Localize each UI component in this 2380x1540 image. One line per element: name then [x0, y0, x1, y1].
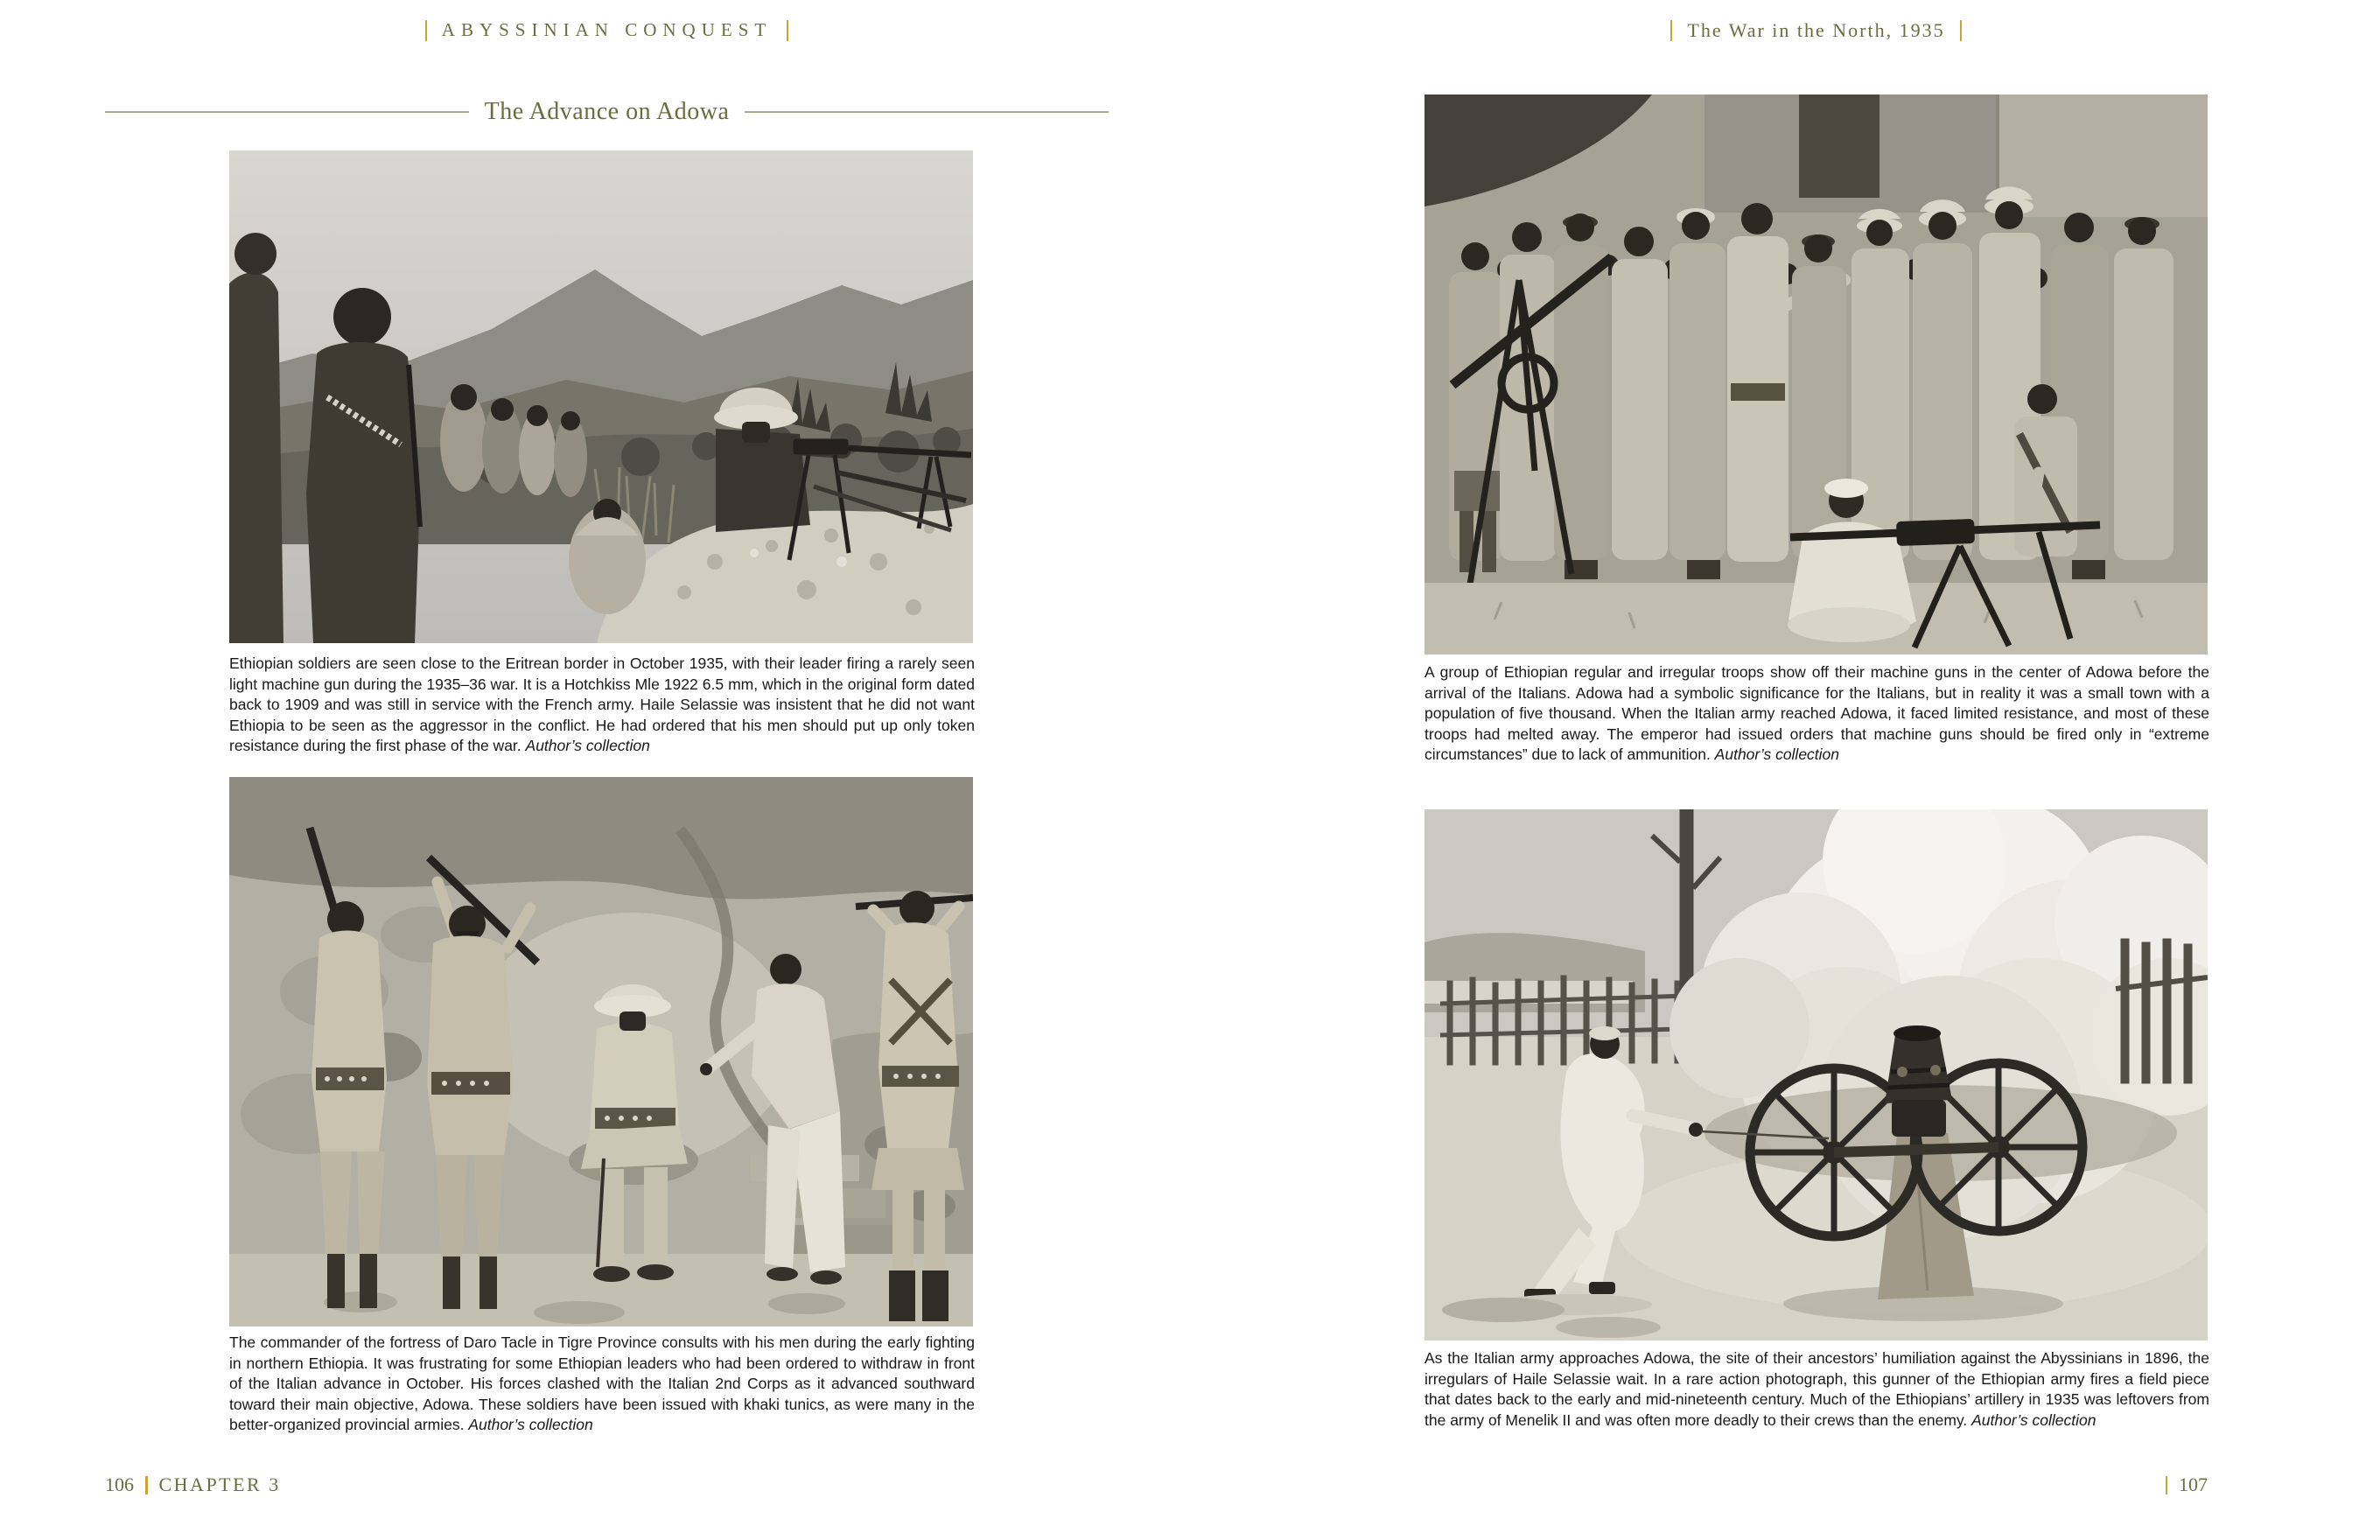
running-head-left	[105, 19, 1109, 41]
running-head-text: The War in the North, 1935	[1687, 19, 1945, 41]
folio-right	[1424, 1474, 2208, 1496]
caption-credit: Author’s collection	[525, 737, 650, 755]
right-page	[1190, 0, 2380, 1540]
separator-bar	[145, 1476, 148, 1494]
page-number: 106	[105, 1474, 134, 1495]
title-rule	[105, 111, 469, 113]
caption-text: As the Italian army approaches Adowa, the site of their ancestors’ humiliation against the Abyssinians in 1896, the irregulars of Haile Selassie wait. In a rare action photograph, this gunner of the Ethiopian army fires a field piece that dates back to the early and mid-nineteenth century. Much of the Ethiopians’ artillery in 1935 was leftovers from the army of Menelik II and was often more deadly to their crews than the enemy.	[1424, 1349, 2209, 1429]
separator-bar	[787, 20, 788, 41]
section-title: The Advance on Adowa	[484, 98, 730, 125]
caption-credit: Author’s collection	[468, 1416, 593, 1434]
photo-commander-consulting-men-image	[229, 777, 973, 1326]
photo-troops-machine-guns-adowa	[1424, 94, 2208, 654]
photo-troops-machine-guns-adowa-image	[1424, 94, 2208, 654]
running-head-right	[1424, 19, 2208, 42]
photo-caption	[1424, 1348, 2209, 1431]
photo-machine-gun-firing-position	[229, 150, 973, 643]
page-number: 107	[2179, 1474, 2208, 1495]
running-head-text: ABYSSINIAN CONQUEST	[441, 19, 773, 40]
caption-text: Ethiopian soldiers are seen close to the Eritrean border in October 1935, with their leader firing a rarely seen light machine gun during the 1935–36 war. It is a Hotchkiss Mle 1922 6.5 mm, which in the original form dated back to 1909 and was still in service with the French army. Haile Selassie was insistent that he did not want Ethiopia to be seen as the aggressor in the conflict. He had ordered that his men should put up only token resistance during the first phase of the war.	[229, 654, 975, 755]
caption-credit: Author’s collection	[1971, 1410, 2096, 1429]
photo-caption	[229, 654, 975, 757]
photo-cannon-firing-image	[1424, 809, 2208, 1340]
section-title-row	[105, 98, 1109, 126]
photo-machine-gun-firing-position-image	[229, 150, 973, 643]
photo-cannon-firing	[1424, 809, 2208, 1340]
folio-left	[105, 1474, 630, 1496]
caption-credit: Author’s collection	[1714, 746, 1840, 764]
chapter-label: CHAPTER 3	[158, 1474, 281, 1495]
photo-caption	[1424, 662, 2209, 766]
photo-commander-consulting-men	[229, 777, 973, 1326]
separator-bar	[1960, 20, 1962, 41]
title-rule	[745, 111, 1109, 113]
separator-bar	[1670, 20, 1672, 41]
photo-caption	[229, 1333, 975, 1436]
separator-bar	[425, 20, 427, 41]
separator-bar	[2166, 1476, 2168, 1494]
caption-text: A group of Ethiopian regular and irregular troops show off their machine guns in the center of Adowa before the arrival of the Italians. Adowa had a symbolic significance for the Italians, but in reality it was a small town with a population of five thousand. When the Italian army reached Adowa, it faced limited resistance, and most of these troops had melted away. The emperor had issued orders that machine guns should be fired only in “extreme circumstances” due to lack of ammunition.	[1424, 663, 2209, 764]
caption-text: The commander of the fortress of Daro Tacle in Tigre Province consults with his men during the early fighting in northern Ethiopia. It was frustrating for some Ethiopian leaders who had been ordered to withdraw in front of the Italian advance in October. His forces clashed with the Italian 2nd Corps as it advanced southward toward their main objective, Adowa. These soldiers have been issued with khaki tunics, as were many in the better-organized provincial armies.	[229, 1334, 975, 1434]
